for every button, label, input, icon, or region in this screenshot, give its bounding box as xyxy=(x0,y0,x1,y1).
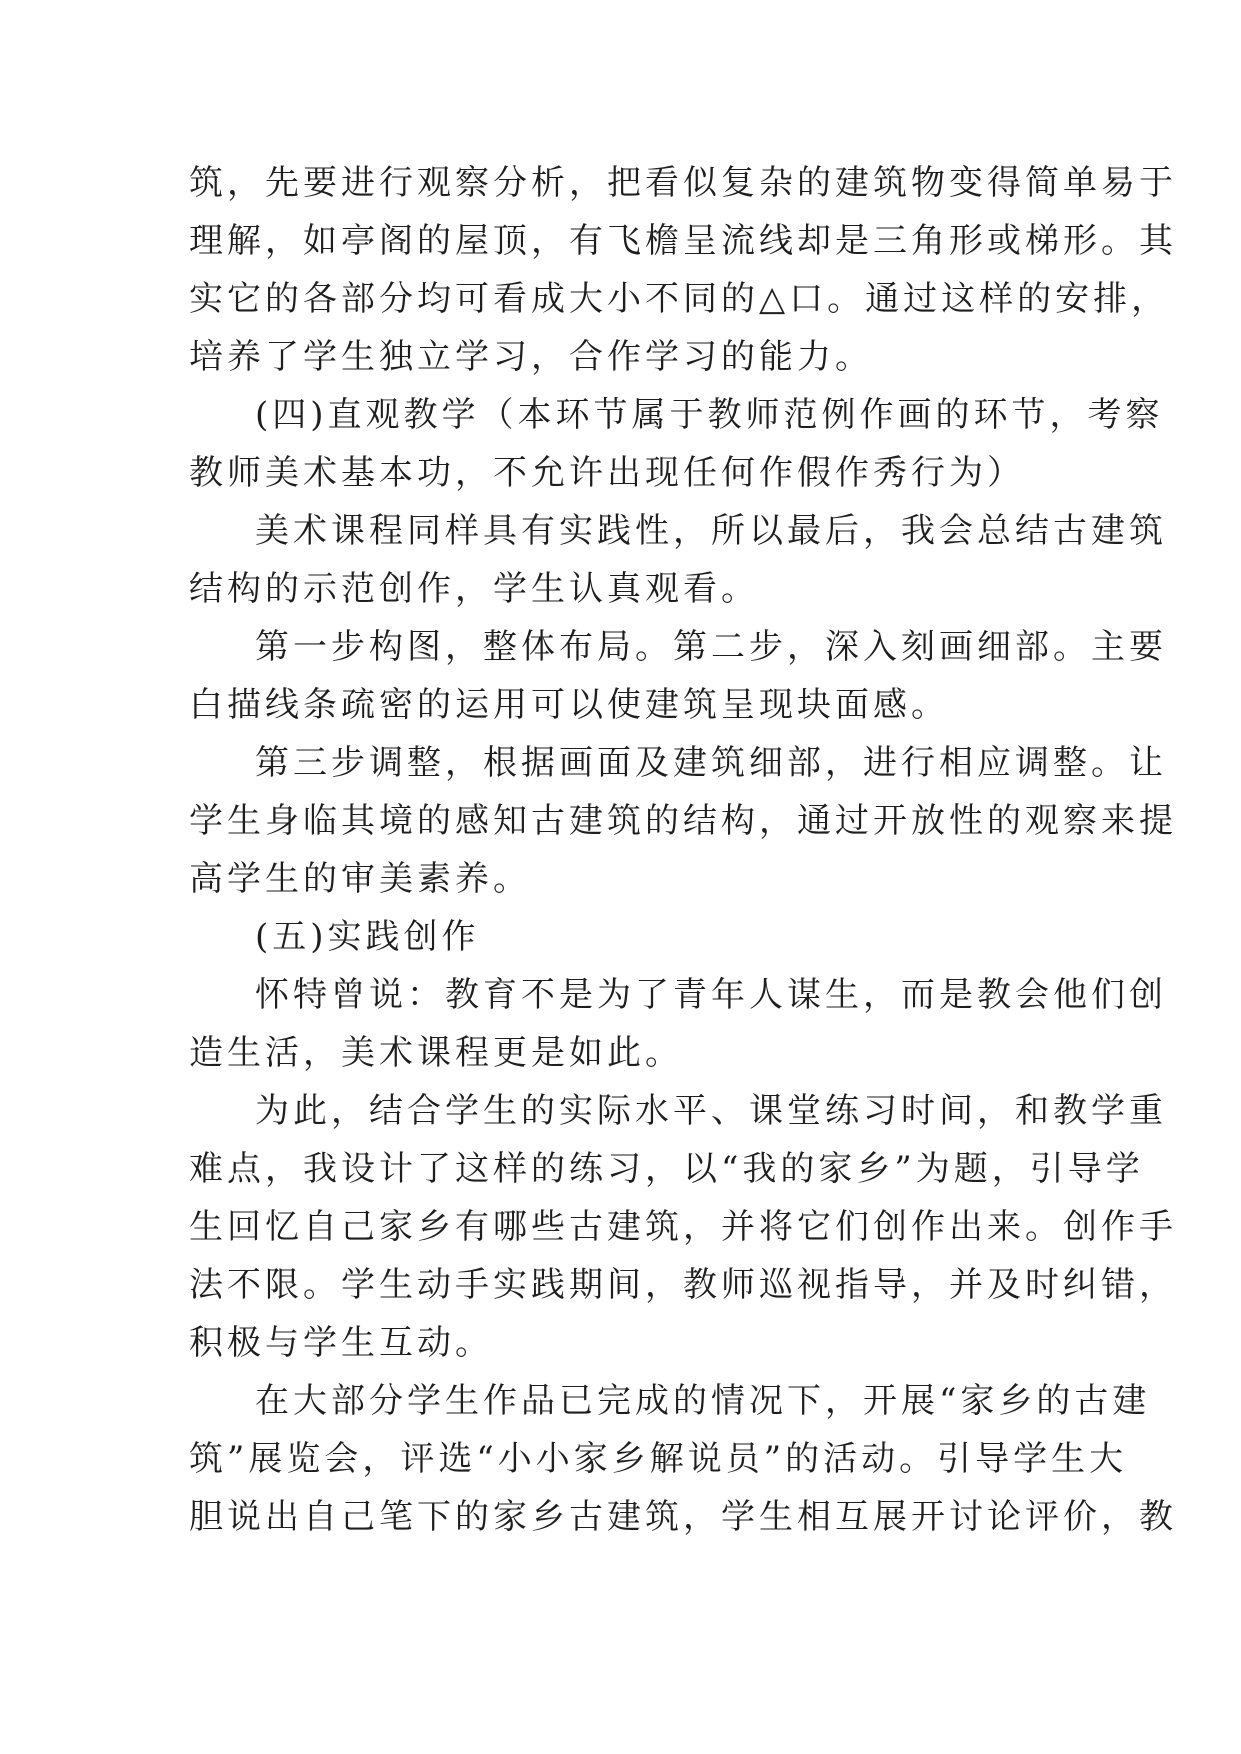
paragraph-line: 法不限。学生动手实践期间，教师巡视指导，并及时纠错， xyxy=(189,1265,1177,1305)
paragraph-line: 胆说出自己笔下的家乡古建筑，学生相互展开讨论评价，教 xyxy=(189,1497,1177,1537)
paragraph-line: 高学生的审美素养。 xyxy=(189,859,531,899)
paragraph-line: 怀特曾说：教育不是为了青年人谋生，而是教会他们创 xyxy=(255,975,1167,1015)
paragraph-line: 结构的示范创作，学生认真观看。 xyxy=(189,569,759,609)
paragraph-line: 学生身临其境的感知古建筑的结构，通过开放性的观察来提 xyxy=(189,801,1177,841)
section-heading: (五)实践创作 xyxy=(255,917,480,957)
paragraph-line: 实它的各部分均可看成大小不同的△口。通过这样的安排， xyxy=(189,279,1170,319)
paragraph-line: 难点，我设计了这样的练习，以“我的家乡”为题，引导学 xyxy=(189,1149,1144,1189)
paragraph-line: 第一步构图，整体布局。第二步，深入刻画细部。主要 xyxy=(255,627,1167,667)
section-heading: (四)直观教学（本环节属于教师范例作画的环节，考察 xyxy=(255,395,1164,435)
paragraph-line: 为此，结合学生的实际水平、课堂练习时间，和教学重 xyxy=(255,1091,1167,1131)
paragraph-line: 筑”展览会，评选“小小家乡解说员”的活动。引导学生大 xyxy=(189,1439,1128,1479)
paragraph-line: 教师美术基本功，不允许出现任何作假作秀行为） xyxy=(189,453,1025,493)
paragraph-line: 造生活，美术课程更是如此。 xyxy=(189,1033,683,1073)
paragraph-line: 生回忆自己家乡有哪些古建筑，并将它们创作出来。创作手 xyxy=(189,1207,1177,1247)
paragraph-line: 筑，先要进行观察分析，把看似复杂的建筑物变得简单易于 xyxy=(189,163,1177,203)
paragraph-line: 白描线条疏密的运用可以使建筑呈现块面感。 xyxy=(189,685,949,725)
paragraph-line: 第三步调整，根据画面及建筑细部，进行相应调整。让 xyxy=(255,743,1167,783)
paragraph-line: 积极与学生互动。 xyxy=(189,1323,493,1363)
paragraph-line: 美术课程同样具有实践性，所以最后，我会总结古建筑 xyxy=(255,511,1167,551)
paragraph-line: 理解，如亭阁的屋顶，有飞檐呈流线却是三角形或梯形。其 xyxy=(189,221,1177,261)
paragraph-line: 在大部分学生作品已完成的情况下，开展“家乡的古建 xyxy=(255,1381,1151,1421)
paragraph-line: 培养了学生独立学习，合作学习的能力。 xyxy=(189,337,873,377)
